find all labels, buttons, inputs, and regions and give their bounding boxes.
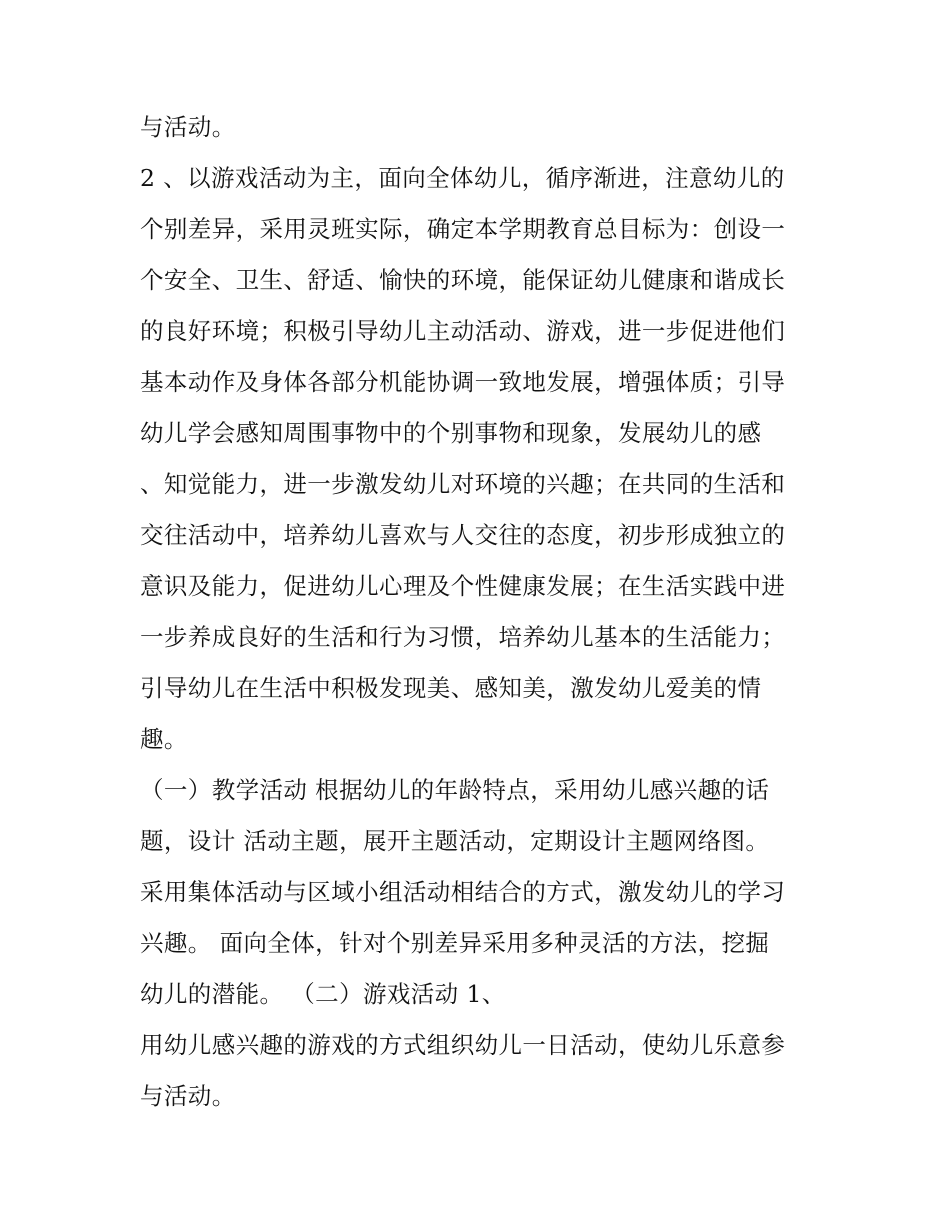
text-line-1: 与活动。: [140, 113, 236, 141]
text-line-10: 意识及能力，促进幼儿心理及个性健康发展；在生活实践中进: [140, 572, 786, 600]
text-line-14: （一）教学活动 根据幼儿的年龄特点，采用幼儿感兴趣的话: [140, 776, 770, 804]
text-line-3: 个别差异，采用灵班实际，确定本学期教育总目标为：创设一: [140, 215, 786, 243]
text-line-20: 与活动。: [140, 1082, 236, 1110]
text-line-12: 引导幼儿在生活中积极发现美、感知美，激发幼儿爱美的情: [140, 674, 762, 702]
text-line-16: 采用集体活动与区域小组活动相结合的方式，激发幼儿的学习: [140, 878, 786, 906]
text-line-17: 兴趣。 面向全体，针对个别差异采用多种灵活的方法，挖掘: [140, 929, 770, 957]
text-line-8: 、知觉能力，进一步激发幼儿对环境的兴趣；在共同的生活和: [140, 470, 786, 498]
text-line-7: 幼儿学会感知周围事物中的个别事物和现象，发展幼儿的感: [140, 419, 762, 447]
text-line-4: 个安全、卫生、舒适、愉快的环境，能保证幼儿健康和谐成长: [140, 266, 786, 294]
text-line-2: 2 、以游戏活动为主，面向全体幼儿，循序渐进，注意幼儿的: [140, 164, 785, 192]
text-line-5: 的良好环境；积极引导幼儿主动活动、游戏，进一步促进他们: [140, 317, 786, 345]
text-line-19: 用幼儿感兴趣的游戏的方式组织幼儿一日活动，使幼儿乐意参: [140, 1031, 786, 1059]
text-line-15: 题，设计 活动主题，展开主题活动，定期设计主题网络图。: [140, 827, 770, 855]
text-line-18: 幼儿的潜能。 （二）游戏活动 1、: [140, 980, 506, 1008]
text-line-6: 基本动作及身体各部分机能协调一致地发展，增强体质；引导: [140, 368, 786, 396]
text-line-9: 交往活动中，培养幼儿喜欢与人交往的态度，初步形成独立的: [140, 521, 786, 549]
text-line-11: 一步养成良好的生活和行为习惯，培养幼儿基本的生活能力；: [140, 623, 786, 651]
text-line-13: 趣。: [140, 725, 188, 753]
